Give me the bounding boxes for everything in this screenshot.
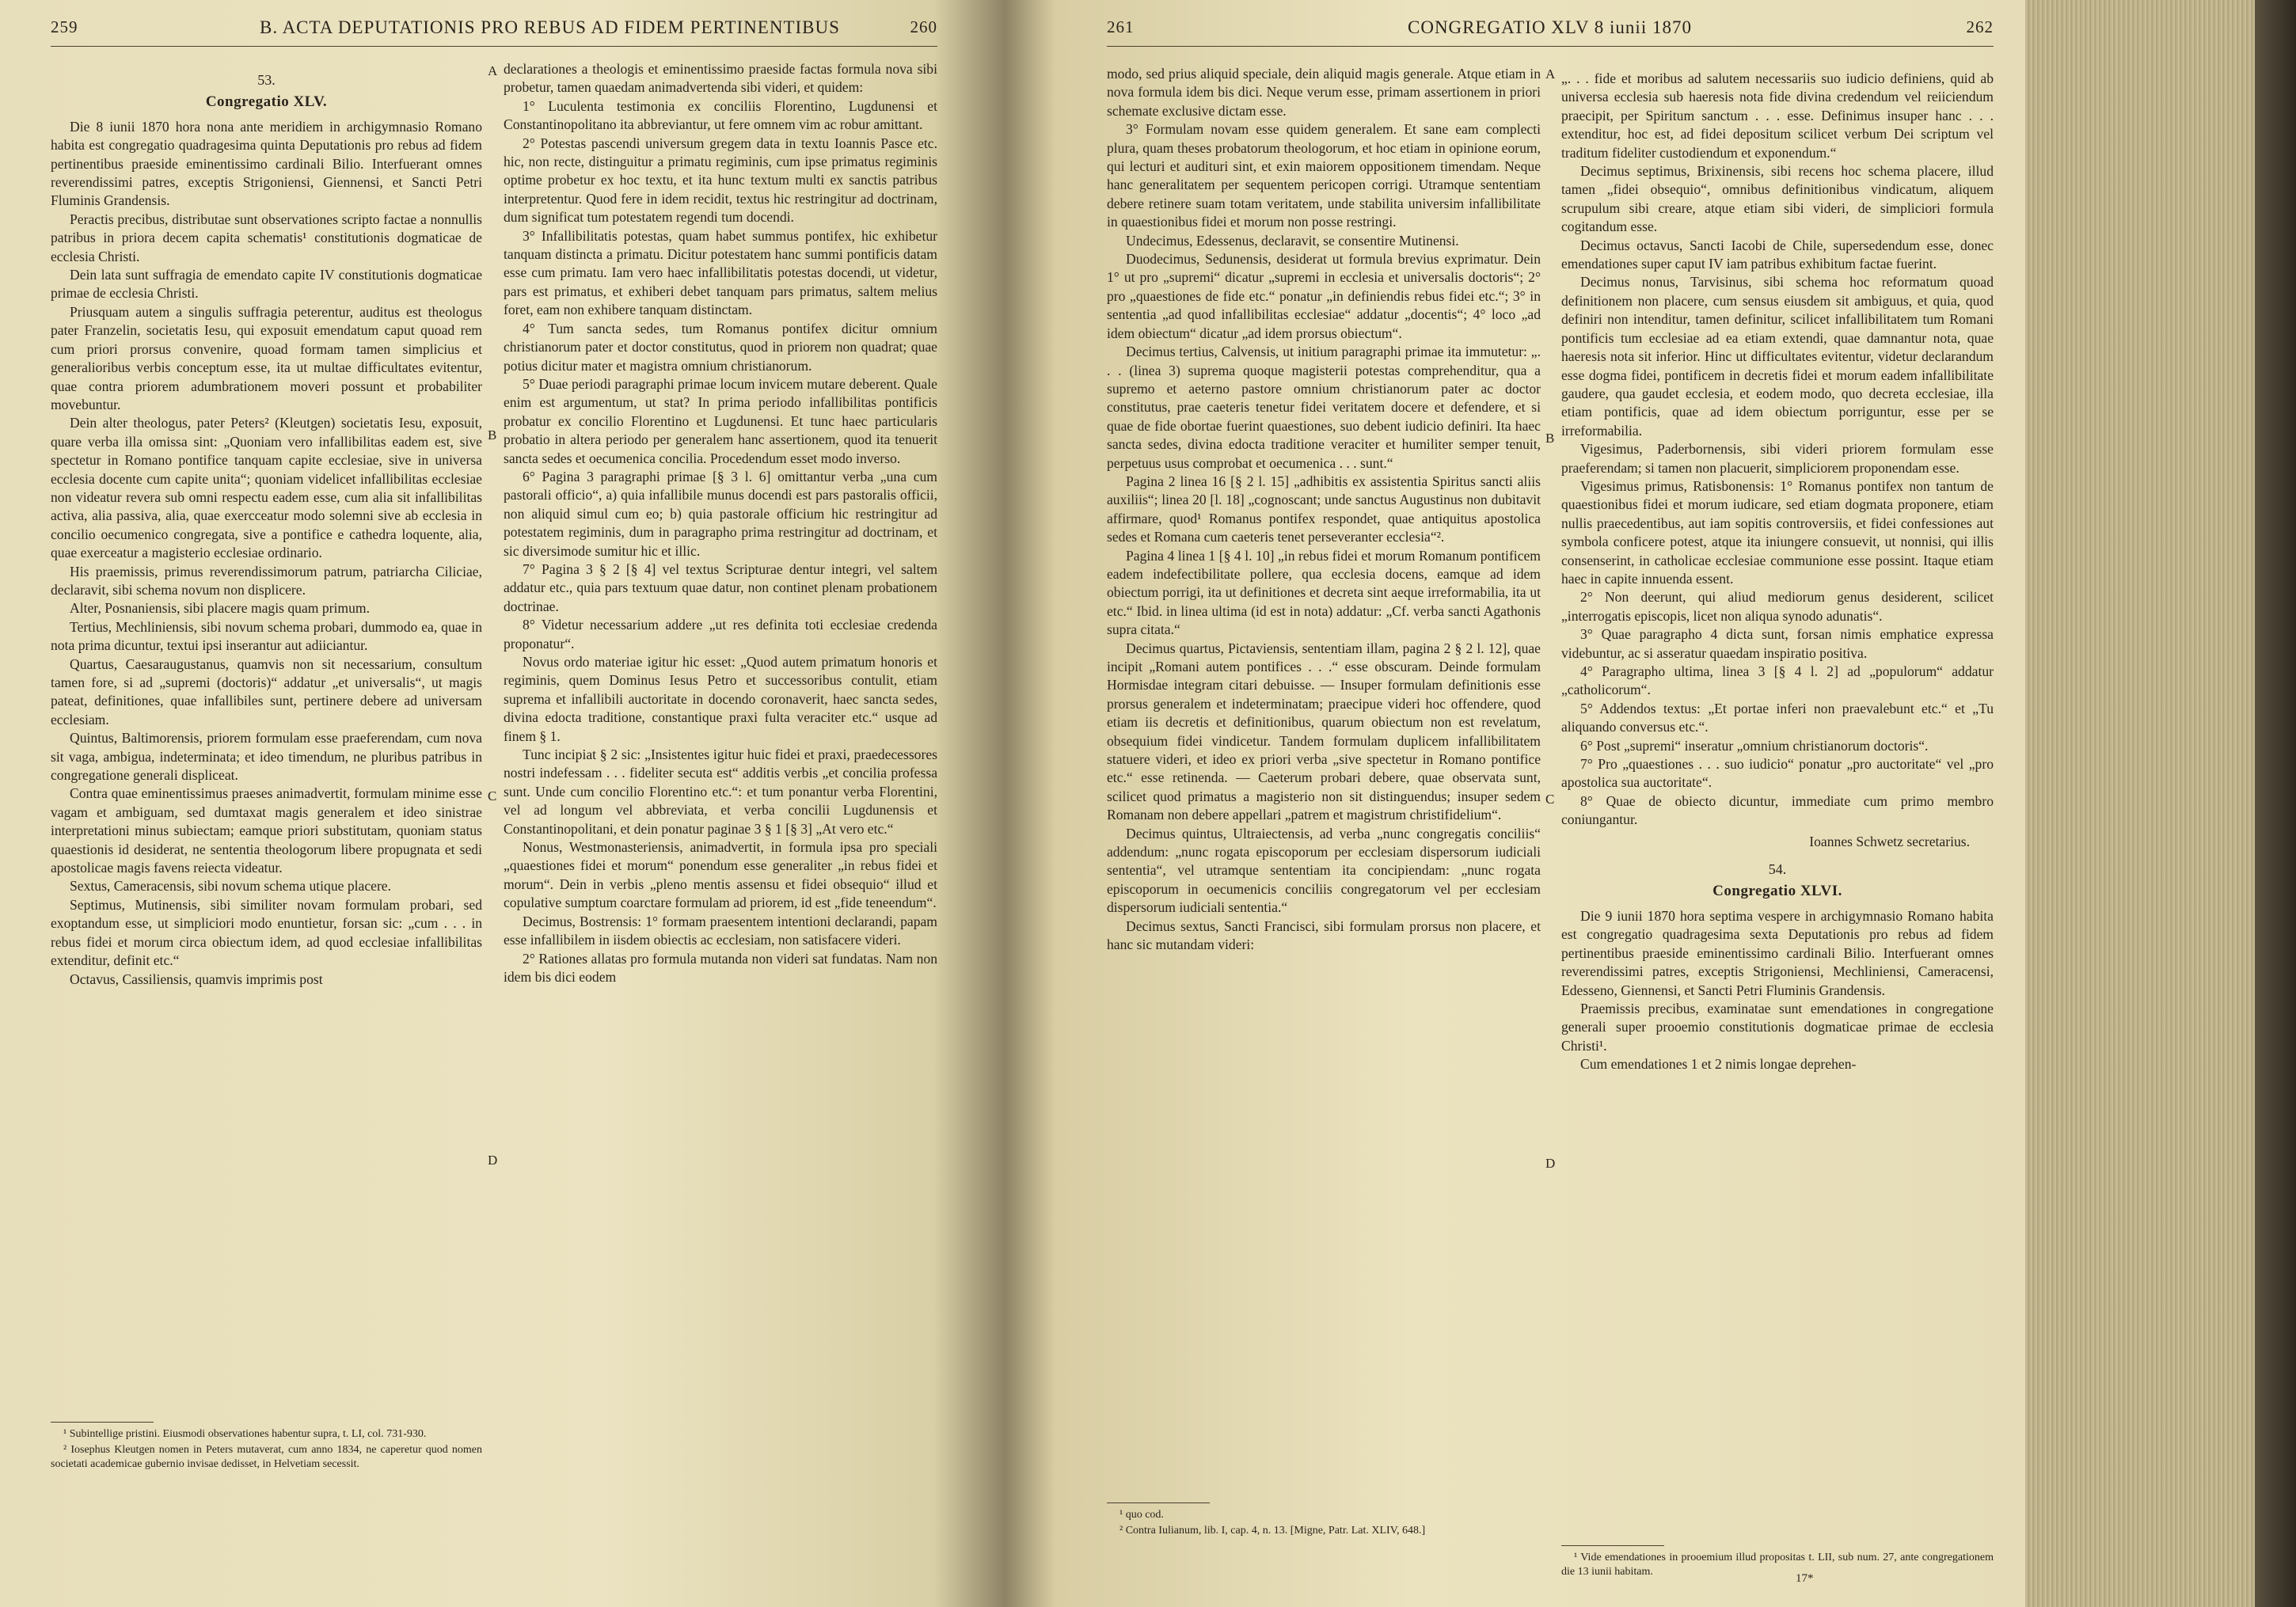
- paragraph: Tunc incipiat § 2 sic: „Insistentes igitur huic fidei et praxi, praedecessores nostri indefessam . . . fideliter secuta est“ additis verbis „et concilia professa sunt. Unde cum concilio Florentino etc.“: et tum ponantur verba Florentini, vel ad longum vel abbreviata, et verba concilii Lugdunensis et Constantinopolitani, et dein ponatur paginae 3 § 1 [§ 3] „At vero etc.“: [504, 747, 937, 837]
- paragraph: His praemissis, primus reverendissimorum patrum, patriarcha Ciliciae, declaravit, sibi schema novum non displicere.: [51, 563, 482, 598]
- left-footnotes: [51, 1422, 482, 1473]
- section-number: 54.: [1768, 861, 1787, 878]
- paragraph: 6° Pagina 3 paragraphi primae [§ 3 l. 6] omittantur verba „una cum pastorali officio“, a) quia infallibile munus docendi est pars pastoralis officii, non aliquid simul cum eo; b) quia pastorale officium hic restringitur ad potestatem regiminis, dum in paragrapho prima restringitur ad doctrinam, et sic diversimode sumitur hic et illic.: [504, 468, 937, 559]
- paragraph: Contra quae eminentissimus praeses animadvertit, formulam minime esse vagam et ambiguam, sed dumtaxat magis generalem et ideo sinistrae interpretationi minus subiectam; eamque priori substitutam, quoniam status quaestionis id desiderat, ne sententia theologorum libere propugnata et sedi apostolicae magis favens reiecta videatur.: [51, 785, 482, 876]
- paragraph: 2° Potestas pascendi universum gregem data in textu Ioannis Pasce etc. hic, non recte, distinguitur a primatu regiminis, cum ipse primatus regiminis optime probetur ex hoc textu, et ita hunc textum multi ex sanctis patribus interpretentur. Quod fere in idem recidit, textus hic restringitur ad doctrinam, dum significat tum potestatem regendi tum docendi.: [504, 135, 937, 226]
- running-title: B. ACTA DEPUTATIONIS PRO REBUS AD FIDEM PERTINENTIBUS: [260, 17, 840, 37]
- paragraph: Novus ordo materiae igitur hic esset: „Quod autem primatum honoris et regiminis, quem Dominus Iesus Petro et successoribus contulit, etiam suprema et infallibili auctoritate in docendo coronaverit, haec sancta sedes, divina edocta traditione, constantique praxi fulta veraciter etc.“ usque ad finem § 1.: [504, 654, 937, 744]
- paragraph: 6° Post „supremi“ inseratur „omnium christianorum doctoris“.: [1580, 737, 1929, 754]
- paragraph: modo, sed prius aliquid speciale, dein aliquid magis generale. Atque etiam in nova formula idem bis dici. Neque verum esse, primam assertionem in priori schemate exclusive dictam esse.: [1107, 66, 1541, 119]
- paragraph: Dein alter theologus, pater Peters² (Kleutgen) societatis Iesu, exposuit, quare verba illa omissa sint: „Quoniam vero infallibilitas eadem est, sive spectetur in Romano pontifice tanquam capite ecclesiae, sive in universa ecclesia docente cum capite unita“; quoniam videlicet infallibilitas ecclesiae non videatur revera sub omni respectu eadem esse, cum alia sit infallibilitas activa, alia passiva, alia, quae exercceatur modo solemni sive ab ecclesia in concilio oecumenico congregata, sive a pontifice e cathedra loquente, alia, quae exerceatur a magisterio ecclesiae ordinario.: [51, 415, 482, 561]
- signature-mark: 17*: [1796, 1572, 1814, 1585]
- paragraph: Decimus quintus, Ultraiectensis, ad verba „nunc congregatis conciliis“ addendum: „nunc rogata episcoporum per ecclesiam dispersorum iudiciali sententia“, vel utramque sententiam ita concipiendam: „nunc rogata episcoporum in oecumenicis conciliis congregatorum vel per ecclesiam dispersorum iudiciali sententia.“: [1107, 825, 1541, 916]
- margin-letter-c-right: C: [1545, 792, 1555, 807]
- left-column-1: [51, 68, 482, 989]
- page-number-261: 261: [1107, 17, 1135, 36]
- footnote-rule: [51, 1422, 154, 1423]
- paragraph: 7° Pagina 3 § 2 [§ 4] vel textus Scripturae dentur integri, vel saltem addatur etc., quia pars textuum quae datur, non continet plenam probationem doctrinae.: [504, 560, 937, 614]
- paragraph: Tertius, Mechliniensis, sibi novum schema probari, dummodo ea, quae in nota prima dicuntur, textui ipsi inserantur aut adiiciantur.: [51, 618, 482, 654]
- paragraph: Alter, Posnaniensis, sibi placere magis quam primum.: [70, 600, 370, 617]
- book-edge-shadow: [2255, 0, 2296, 1607]
- paragraph: „. . . fide et moribus ad salutem necessariis suo iudicio definiens, quid ab universa ecclesia sub haeresis nota fide divina credendum vel reiiciendum praecipit, per Spiritum sanctum . . . esse. Definimus insuper hanc . . . extenditur, hoc est, ad fidei depositum scilicet verbum Dei scriptum vel traditum fideliter custodiendum et exponendum.“: [1561, 70, 1994, 161]
- paragraph: Dein lata sunt suffragia de emendato capite IV constitutionis dogmaticae primae de ecclesia Christi.: [51, 267, 482, 302]
- paragraph: 3° Formulam novam esse quidem generalem. Et sane eam complecti plura, quam theses probatorum theologorum, et hoc etiam in opinione eorum, qui lecturi et audituri sint, et exin maiorem oppositionem timendam. Neque hanc generalitatem per sequentem pericopen corrigi. Utramque sententiam debere retinere suam totam veritatem, unde stabilita universim infallibilitate in quaestionibus fidei et morum non posse restringi.: [1107, 121, 1541, 230]
- paragraph: Quintus, Baltimorensis, priorem formulam esse praeferendam, cum nova sit vaga, ambigua, indeterminata; et ideo timendum, ne pluribus patribus in congregatione generali displiceat.: [51, 730, 482, 784]
- paragraph: Die 8 iunii 1870 hora nona ante meridiem in archigymnasio Romano habita est congregatio quadragesima quinta Deputationis pro rebus ad fidem pertinentibus praeside eminentissimo cardinali Bilio. Interfuerant omnes reverendissimi patres, exceptis Strigoniensi, Giennensi, et Sancti Petri Fluminis Grandensis.: [51, 118, 482, 209]
- left-column-2: [504, 60, 937, 986]
- paragraph: 4° Paragrapho ultima, linea 3 [§ 4 l. 2] ad „populorum“ addatur „catholicorum“.: [1561, 663, 1994, 698]
- paragraph: Decimus nonus, Tarvisinus, sibi schema hoc reformatum quoad definitionem non placere, cum sensus eiusdem sit ambiguus, et quia, quod definiri non intenditur, tamen definitur, scilicet infallibilitatem tum Romani pontificis tum ecclesiae ad ea etiam extendi, quae damnantur nota, quae haeresis nota sit inferior. Hinc ut difficultates evitentur, videtur declarandum esse dogma fidei, pontificem in decretis fidei et morum eadem infallibilitate gaudere, qua gaudet ecclesia, et eodem modo, quo decreta ecclesiae, illa etiam pontificis, quae ad idem obiectum porriguntur, esse per se irreformabilia.: [1561, 274, 1994, 439]
- paragraph: Nonus, Westmonasteriensis, animadvertit, in formula ipsa pro speciali „quaestiones fidei et morum“ ponendum esse generaliter „in rebus fidei et morum“. Dein in verbis „pleno mentis assensu et fidei obsequio“ illud et copulative sumptum coarctare formulam ad priorem, id est „fide teneendum“.: [504, 839, 937, 911]
- paragraph: Die 9 iunii 1870 hora septima vespere in archigymnasio Romano habita est congregatio quadragesima sexta Deputationis pro rebus ad fidem pertinentibus praeside eminentissimo cardinali Bilio. Interfuerant omnes reverendissimi patres, exceptis Strigoniensi, Mechliniensi, Cameracensi, Edesseno, Giennensi, et Sancti Petri Fluminis Grandensis.: [1561, 907, 1994, 998]
- right-page: [1004, 0, 2025, 1607]
- right-column-1: [1107, 65, 1541, 955]
- footnote: ² Contra Iulianum, lib. I, cap. 4, n. 13. [Migne, Patr. Lat. XLIV, 648.]: [1119, 1525, 1426, 1537]
- right-footnotes-2: [1561, 1545, 1994, 1581]
- paragraph: Vigesimus primus, Ratisbonensis: 1° Romanus pontifex non tantum de quaestionibus fidei et morum iudicare, sed etiam dogmata proponere, etiam nullis praecedentibus, aut iam sopitis controversiis, et fidei confessiones aut symbola conficere potest, atque ita iniungere consuevit, ut nonnisi, qui illis consenserint, in catholicae ecclesiae communione esse possint. Itaque etiam haec in capite innuenda essent.: [1561, 477, 1994, 587]
- paragraph: Septimus, Mutinensis, sibi similiter novam formulam probari, sed exoptandum esse, ut simpliciori modo enuntietur, forsan sic: „cum . . . in rebus fidei et morum circa obiectum idem, ad quod ecclesiae infallibilitas extenditur, definit etc.“: [51, 896, 482, 969]
- margin-letter-a: A: [488, 63, 498, 78]
- footnote: ¹ Vide emendationes in prooemium illud propositas t. LII, sub num. 27, ante congregationem die 13 iunii habitam.: [1561, 1552, 1994, 1578]
- margin-letter-b: B: [488, 427, 497, 443]
- right-column-2: [1561, 70, 1994, 1074]
- paragraph: 5° Addendos textus: „Et portae inferi non praevalebunt etc.“ et „Tu aliquando conversus etc.“.: [1561, 700, 1994, 735]
- paragraph: declarationes a theologis et eminentissimo praeside factas formula nova sibi probetur, tamen quaedam animadvertenda sibi videri, et quidem:: [504, 61, 937, 96]
- paragraph: Decimus quartus, Pictaviensis, sententiam illam, pagina 2 § 2 l. 12], quae incipit „Romani autem pontifices . . .“ esse obscuram. Deinde formulam Hormisdae integram citari debuisse. — Insuper formulam definitionis esse prorsus generalem et indeterminatam; praecipue videri hoc offendere, quod etiam iis decretis et definitionibus, quarum obiectum non est revelatum, obsequium fidei vindicetur. Tandem formulam duplicem infallibilitatem statuere videri, et ideo ex priori verba „sive spectetur in Romano pontifice etc.“ esse retinenda. — Caeterum probari debere, quae observata sunt, scilicet quod primatus a magisterio non sit distinguendus; insuper sedem Romanam non debere appellari „patrem et magistrum christifidelium“.: [1107, 640, 1541, 823]
- paragraph: 8° Videtur necessarium addere „ut res definita toti ecclesiae credenda proponatur“.: [504, 617, 937, 652]
- paragraph: Pagina 4 linea 1 [§ 4 l. 10] „in rebus fidei et morum Romanum pontificem eadem indefectibilitate pollere, qua ecclesia docens, eamque ad idem obiectum porrigi, ita ut definitiones et decreta sint aeque irreformabilia, ita ut etc.“ Ibid. in linea ultima (id est in nota) addatur: „Cf. verba sancti Agathonis supra citata.“: [1107, 547, 1541, 638]
- left-page: [0, 0, 1004, 1607]
- page-number-262: 262: [1966, 17, 1994, 36]
- paragraph: Decimus septimus, Brixinensis, sibi recens hoc schema placere, illud tamen „fidei obsequio“, omnibus definitionibus vindicatum, aliquem scrupulum sibi creare, atque etiam sibi videri, de simpliciori formula cogitandum esse.: [1561, 163, 1994, 235]
- footnote: ¹ Subintellige pristini. Eiusmodi observationes habentur supra, t. LI, col. 731-930.: [63, 1428, 427, 1440]
- paragraph: Octavus, Cassiliensis, quamvis imprimis post: [70, 971, 323, 987]
- running-title-right: CONGREGATIO XLV 8 iunii 1870: [1408, 17, 1692, 37]
- margin-letter-d-right: D: [1545, 1156, 1556, 1171]
- paragraph: Sextus, Cameracensis, sibi novum schema utique placere.: [70, 878, 392, 895]
- section-heading: Congregatio XLV.: [205, 93, 328, 111]
- paragraph: Peractis precibus, distributae sunt observationes scripto factae a nonnullis patribus in priora decem capita schematis¹ constitutionis dogmaticae de ecclesia Christi.: [51, 211, 482, 264]
- paragraph: Cum emendationes 1 et 2 nimis longae deprehen-: [1580, 1056, 1857, 1073]
- paragraph: Decimus sextus, Sancti Francisci, sibi formulam prorsus non placere, et hanc sic mutandam videri:: [1107, 917, 1541, 953]
- right-running-header: [1107, 17, 1994, 47]
- footnote: ² Iosephus Kleutgen nomen in Peters mutaverat, cum anno 1834, ne caperetur quod nomen societati academicae gubernio invisae dedisset, in Helvetiam secessit.: [51, 1444, 482, 1470]
- paragraph: Decimus octavus, Sancti Iacobi de Chile, supersedendum esse, donec emendationes super caput IV iam patribus exhibitum factae fuerint.: [1561, 237, 1994, 272]
- section-heading: Congregatio XLVI.: [1712, 883, 1842, 900]
- paragraph: 5° Duae periodi paragraphi primae locum invicem mutare deberent. Quale enim est argumentum, ut stat? In prima periodo infallibilitas pontificis probatur ex concilio Florentino et Lugdunensi. Et tunc haec particularis probatio in altera periodo per generalem hanc assertionem, quod ita tenuerit sancta sedes et oecumenica concilia. Procedendum esset modo inverso.: [504, 375, 937, 466]
- left-running-header: [51, 17, 937, 47]
- paragraph: Undecimus, Edessenus, declaravit, se consentire Mutinensi.: [1126, 232, 1459, 249]
- paragraph: 8° Quae de obiecto dicuntur, immediate cum primo membro coniungantur.: [1561, 792, 1994, 828]
- paragraph: Priusquam autem a singulis suffragia peterentur, auditus est theologus pater Franzelin, societatis Iesu, qui exposuit emendatum caput quoad rem cum priori prorsus convenire, quoad formam tamen simplicius et generalioribus verbis conceptum esse, ita ut multae difficultates evitentur, quae contra priorem adumbrationem moveri possunt et probabiliter movebuntur.: [51, 303, 482, 412]
- margin-letter-b-right: B: [1545, 431, 1555, 446]
- right-footnotes: [1107, 1503, 1541, 1540]
- paragraph: 2° Non deerunt, qui aliud mediorum genus desiderent, scilicet „interrogatis episcopis, licet non aliqua synodo adunatis“.: [1561, 589, 1994, 624]
- paragraph: Quartus, Caesaraugustanus, quamvis non sit necessarium, consultum tamen fore, si ad „supremi (doctoris)“ addatur „et universalis“, ut magis pateat, definitiones, quae infallibiles sunt, pertinere debere ad universam ecclesiam.: [51, 655, 482, 728]
- footnote-rule: [1561, 1545, 1664, 1546]
- page-number-260: 260: [910, 17, 937, 36]
- page-number-259: 259: [51, 17, 78, 36]
- paragraph: 3° Infallibilitatis potestas, quam habet summus pontifex, hic exhibetur tanquam distincta a primatu. Dicitur potestatem hanc summi pontificis datam esse cum primatu. Iam vero haec infallibilitatis potestas docendi, ut videtur, pars est primatus, et exhiberi debet tanquam pars primatus, saltem melius foret, eam non exhibere tanquam distinctam.: [504, 227, 937, 318]
- paragraph: 3° Quae paragrapho 4 dicta sunt, forsan nimis emphatice expressa videbuntur, ac si asseratur quaedam inspiratio positiva.: [1561, 626, 1994, 661]
- secretary-signature: Ioannes Schwetz secretarius.: [1809, 833, 1970, 849]
- paragraph: Vigesimus, Paderbornensis, sibi videri priorem formulam esse praeferendam; si tamen non placuerit, simpliciorem proponendam esse.: [1561, 441, 1994, 476]
- paragraph: 2° Rationes allatas pro formula mutanda non videri sat fundatas. Nam non idem bis dici eodem: [504, 950, 937, 985]
- paragraph: 1° Luculenta testimonia ex conciliis Florentino, Lugdunensi et Constantinopolitano ita abbreviantur, ut fere omnem vim ac robur amittant.: [504, 97, 937, 133]
- margin-letter-a-right: A: [1545, 66, 1556, 82]
- paragraph: Pagina 2 linea 16 [§ 2 l. 15] „adhibitis ex assistentia Spiritus sancti aliis auxiliis“; linea 20 [l. 18] „cognoscant; unde sanctus Augustinus non dubitavit affirmare, quod¹ Romanus pontifex respondet, quae antiquitus apostolica sedes et Romana cum caeteris tenet perseveranter ecclesia“².: [1107, 473, 1541, 545]
- paragraph: Duodecimus, Sedunensis, desiderat ut formula brevius exprimatur. Dein 1° ut pro „supremi“ dicatur „supremi in ecclesia et universalis doctoris“; 2° pro „quaestiones de fide etc.“ ponatur „in definiendis rebus fidei etc.“; 3° in sententia „ad quod infallibilitas ecclesiae“ addatur „docentis“; 4° loco „ad idem obiectum“ dicatur „ad idem prorsus obiectum“.: [1107, 251, 1541, 341]
- paragraph: Decimus tertius, Calvensis, ut initium paragraphi primae ita immutetur: „. . . (linea 3) suprema quoque magisterii potestas comprehenditur, qua a supremo et aeterno pastore omnium christianorum pater ac doctor constitutus, prae caeteris tenetur fidei veritatem docere et defendere, et si quae de fide obortae fuerint quaestiones, suo debent iudicio definiri. Ita haec sancta sedes, divina edocta traditione veraciter et humiliter semper tenuit, perpetuus usus comprobat et oecumenica . . . sunt.“: [1107, 344, 1541, 471]
- margin-letter-c: C: [488, 788, 497, 804]
- section-number: 53.: [257, 72, 276, 88]
- margin-letter-d: D: [488, 1153, 498, 1168]
- paragraph: 7° Pro „quaestiones . . . suo iudicio“ ponatur „pro auctoritate“ vel „pro apostolica sua auctoritate“.: [1561, 756, 1994, 791]
- paragraph: Praemissis precibus, examinatae sunt emendationes in congregatione generali super prooemio constitutionis dogmaticae primae de ecclesia Christi¹.: [1561, 1000, 1994, 1054]
- paragraph: Decimus, Bostrensis: 1° formam praesentem intentioni declarandi, papam esse infallibilem in iisdem obiectis ac ecclesiam, non satisfacere videri.: [504, 913, 937, 948]
- paragraph: 4° Tum sancta sedes, tum Romanus pontifex dicitur omnium christianorum pater et doctor constitutus, quod in priorem non quadrat; quae potius dicitur mater et magistra omnium christianorum.: [504, 320, 937, 374]
- footnote: ¹ quo cod.: [1119, 1509, 1164, 1521]
